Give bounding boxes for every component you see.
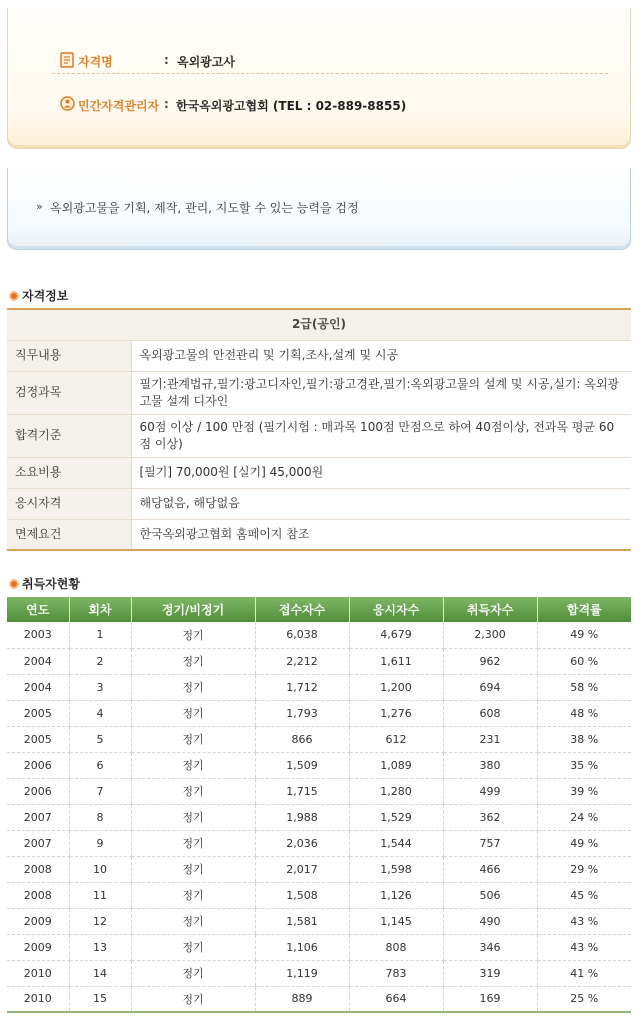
cell-type: 정기 [131,830,255,856]
info-table [7,308,631,551]
cell-round: 2 [69,648,131,674]
table-row [7,830,631,856]
cell-passers: 346 [443,934,537,960]
cell-type: 정기 [131,804,255,830]
table-row [7,960,631,986]
cell-round: 9 [69,830,131,856]
cell-type: 정기 [131,778,255,804]
cell-pass-rate: 43 % [537,908,631,934]
info-row [7,340,631,371]
cell-pass-rate: 60 % [537,648,631,674]
cell-examinees: 783 [349,960,443,986]
cell-passers: 490 [443,908,537,934]
cell-applicants: 1,712 [255,674,349,700]
info-key: 검정과목 [7,371,131,414]
cell-pass-rate: 49 % [537,830,631,856]
cell-examinees: 1,529 [349,804,443,830]
cell-examinees: 1,126 [349,882,443,908]
cell-pass-rate: 43 % [537,934,631,960]
cell-pass-rate: 45 % [537,882,631,908]
cell-examinees: 612 [349,726,443,752]
info-row [7,488,631,519]
cell-year: 2009 [7,934,69,960]
cell-pass-rate: 39 % [537,778,631,804]
qualification-name-row [52,46,608,74]
cell-year: 2006 [7,778,69,804]
col-header-passers: 취득자수 [443,597,537,622]
stats-table-body [7,622,631,1012]
table-row [7,674,631,700]
cell-pass-rate: 25 % [537,986,631,1012]
cell-applicants: 1,119 [255,960,349,986]
table-row [7,752,631,778]
cell-round: 4 [69,700,131,726]
cell-round: 7 [69,778,131,804]
cell-applicants: 1,106 [255,934,349,960]
cell-passers: 757 [443,830,537,856]
info-key: 소요비용 [7,457,131,488]
description-text: 옥외광고물을 기획, 제작, 관리, 지도할 수 있는 능력을 검정 [50,201,359,215]
cell-year: 2006 [7,752,69,778]
bullet-dot-icon [9,291,19,301]
cell-examinees: 808 [349,934,443,960]
table-row [7,778,631,804]
grade-header: 2급(공인) [7,309,631,340]
cell-type: 정기 [131,908,255,934]
manager-value: 한국옥외광고협회 (TEL : 02-889-8855) [176,99,407,113]
cell-year: 2010 [7,986,69,1012]
table-row [7,622,631,648]
cell-pass-rate: 58 % [537,674,631,700]
cell-passers: 694 [443,674,537,700]
cell-pass-rate: 49 % [537,622,631,648]
cell-round: 10 [69,856,131,882]
col-header-applicants: 접수자수 [255,597,349,622]
cell-year: 2007 [7,804,69,830]
cell-round: 8 [69,804,131,830]
document-icon [60,52,74,68]
cell-examinees: 1,200 [349,674,443,700]
cell-applicants: 6,038 [255,622,349,648]
table-row [7,804,631,830]
table-row [7,726,631,752]
cell-type: 정기 [131,726,255,752]
table-row [7,700,631,726]
info-key: 면제요건 [7,519,131,550]
col-header-examinees: 응시자수 [349,597,443,622]
cell-round: 1 [69,622,131,648]
cell-year: 2004 [7,674,69,700]
cell-applicants: 866 [255,726,349,752]
cell-passers: 169 [443,986,537,1012]
cell-examinees: 1,280 [349,778,443,804]
cell-pass-rate: 35 % [537,752,631,778]
cell-applicants: 2,017 [255,856,349,882]
description-box [7,168,631,250]
info-value: 옥외광고물의 안전관리 및 기획,조사,설계 및 시공 [131,340,631,371]
cell-pass-rate: 24 % [537,804,631,830]
cell-year: 2008 [7,856,69,882]
table-row [7,934,631,960]
info-value: 필기:관계법규,필기:광고디자인,필기:광고경관,필기:옥외광고물의 설계 및 시공,실기: 옥외광고물 설계 디자인 [131,371,631,414]
cell-passers: 319 [443,960,537,986]
cell-passers: 2,300 [443,622,537,648]
cell-round: 5 [69,726,131,752]
colon: : [164,97,169,111]
col-header-year: 연도 [7,597,69,622]
cell-pass-rate: 29 % [537,856,631,882]
cell-year: 2009 [7,908,69,934]
cell-round: 14 [69,960,131,986]
info-value: 한국옥외광고협회 홈페이지 참조 [131,519,631,550]
cell-examinees: 1,145 [349,908,443,934]
cell-round: 3 [69,674,131,700]
info-key: 직무내용 [7,340,131,371]
cell-pass-rate: 41 % [537,960,631,986]
cell-year: 2003 [7,622,69,648]
cell-applicants: 1,509 [255,752,349,778]
table-row [7,882,631,908]
cell-passers: 380 [443,752,537,778]
cell-round: 13 [69,934,131,960]
cell-passers: 962 [443,648,537,674]
cell-year: 2007 [7,830,69,856]
cell-passers: 608 [443,700,537,726]
cell-round: 12 [69,908,131,934]
cell-type: 정기 [131,960,255,986]
table-row [7,986,631,1012]
qualification-header-box [7,8,631,149]
cell-pass-rate: 38 % [537,726,631,752]
info-row [7,457,631,488]
cell-year: 2005 [7,726,69,752]
cell-round: 6 [69,752,131,778]
info-value: [필기] 70,000원 [실기] 45,000원 [131,457,631,488]
colon: : [164,53,169,67]
cell-applicants: 1,581 [255,908,349,934]
cell-type: 정기 [131,856,255,882]
qualification-name-value: 옥외광고사 [177,55,235,69]
cell-applicants: 1,508 [255,882,349,908]
table-row [7,648,631,674]
cell-type: 정기 [131,986,255,1012]
stats-header-row [7,597,631,622]
cell-examinees: 1,544 [349,830,443,856]
cell-passers: 499 [443,778,537,804]
cell-examinees: 1,089 [349,752,443,778]
bullet-icon: » [36,200,43,213]
cell-year: 2004 [7,648,69,674]
cell-year: 2005 [7,700,69,726]
col-header-type: 정기/비정기 [131,597,255,622]
cell-type: 정기 [131,700,255,726]
cell-round: 15 [69,986,131,1012]
col-header-round: 회차 [69,597,131,622]
manager-row [52,90,608,118]
info-value: 60점 이상 / 100 만점 (필기시험 : 매과목 100점 만점으로 하여 40점이상, 전과목 평균 60점 이상) [131,414,631,457]
cell-examinees: 664 [349,986,443,1012]
cell-applicants: 2,036 [255,830,349,856]
stats-section-title: 취득자현황 [9,575,80,592]
info-key: 응시자격 [7,488,131,519]
cell-passers: 362 [443,804,537,830]
grade-row [7,309,631,340]
cell-year: 2010 [7,960,69,986]
cell-passers: 231 [443,726,537,752]
bullet-dot-icon [9,579,19,589]
person-icon [60,96,74,112]
stats-table [7,597,631,1013]
cell-type: 정기 [131,674,255,700]
cell-applicants: 889 [255,986,349,1012]
info-value: 해당없음, 해당없음 [131,488,631,519]
cell-type: 정기 [131,882,255,908]
info-key: 합격기준 [7,414,131,457]
cell-type: 정기 [131,622,255,648]
table-row [7,856,631,882]
cell-type: 정기 [131,934,255,960]
manager-label: 민간자격관리자 [78,99,160,113]
cell-applicants: 1,988 [255,804,349,830]
cell-applicants: 1,715 [255,778,349,804]
info-row [7,371,631,414]
col-header-pass-rate: 합격률 [537,597,631,622]
cell-examinees: 1,611 [349,648,443,674]
table-row [7,908,631,934]
info-row [7,519,631,550]
cell-examinees: 1,598 [349,856,443,882]
cell-pass-rate: 48 % [537,700,631,726]
qualification-name-label: 자격명 [78,55,113,69]
cell-examinees: 1,276 [349,700,443,726]
info-section-title: 자격정보 [9,287,68,304]
cell-passers: 466 [443,856,537,882]
info-row [7,414,631,457]
cell-type: 정기 [131,752,255,778]
cell-type: 정기 [131,648,255,674]
cell-applicants: 1,793 [255,700,349,726]
cell-passers: 506 [443,882,537,908]
cell-year: 2008 [7,882,69,908]
cell-applicants: 2,212 [255,648,349,674]
cell-examinees: 4,679 [349,622,443,648]
cell-round: 11 [69,882,131,908]
